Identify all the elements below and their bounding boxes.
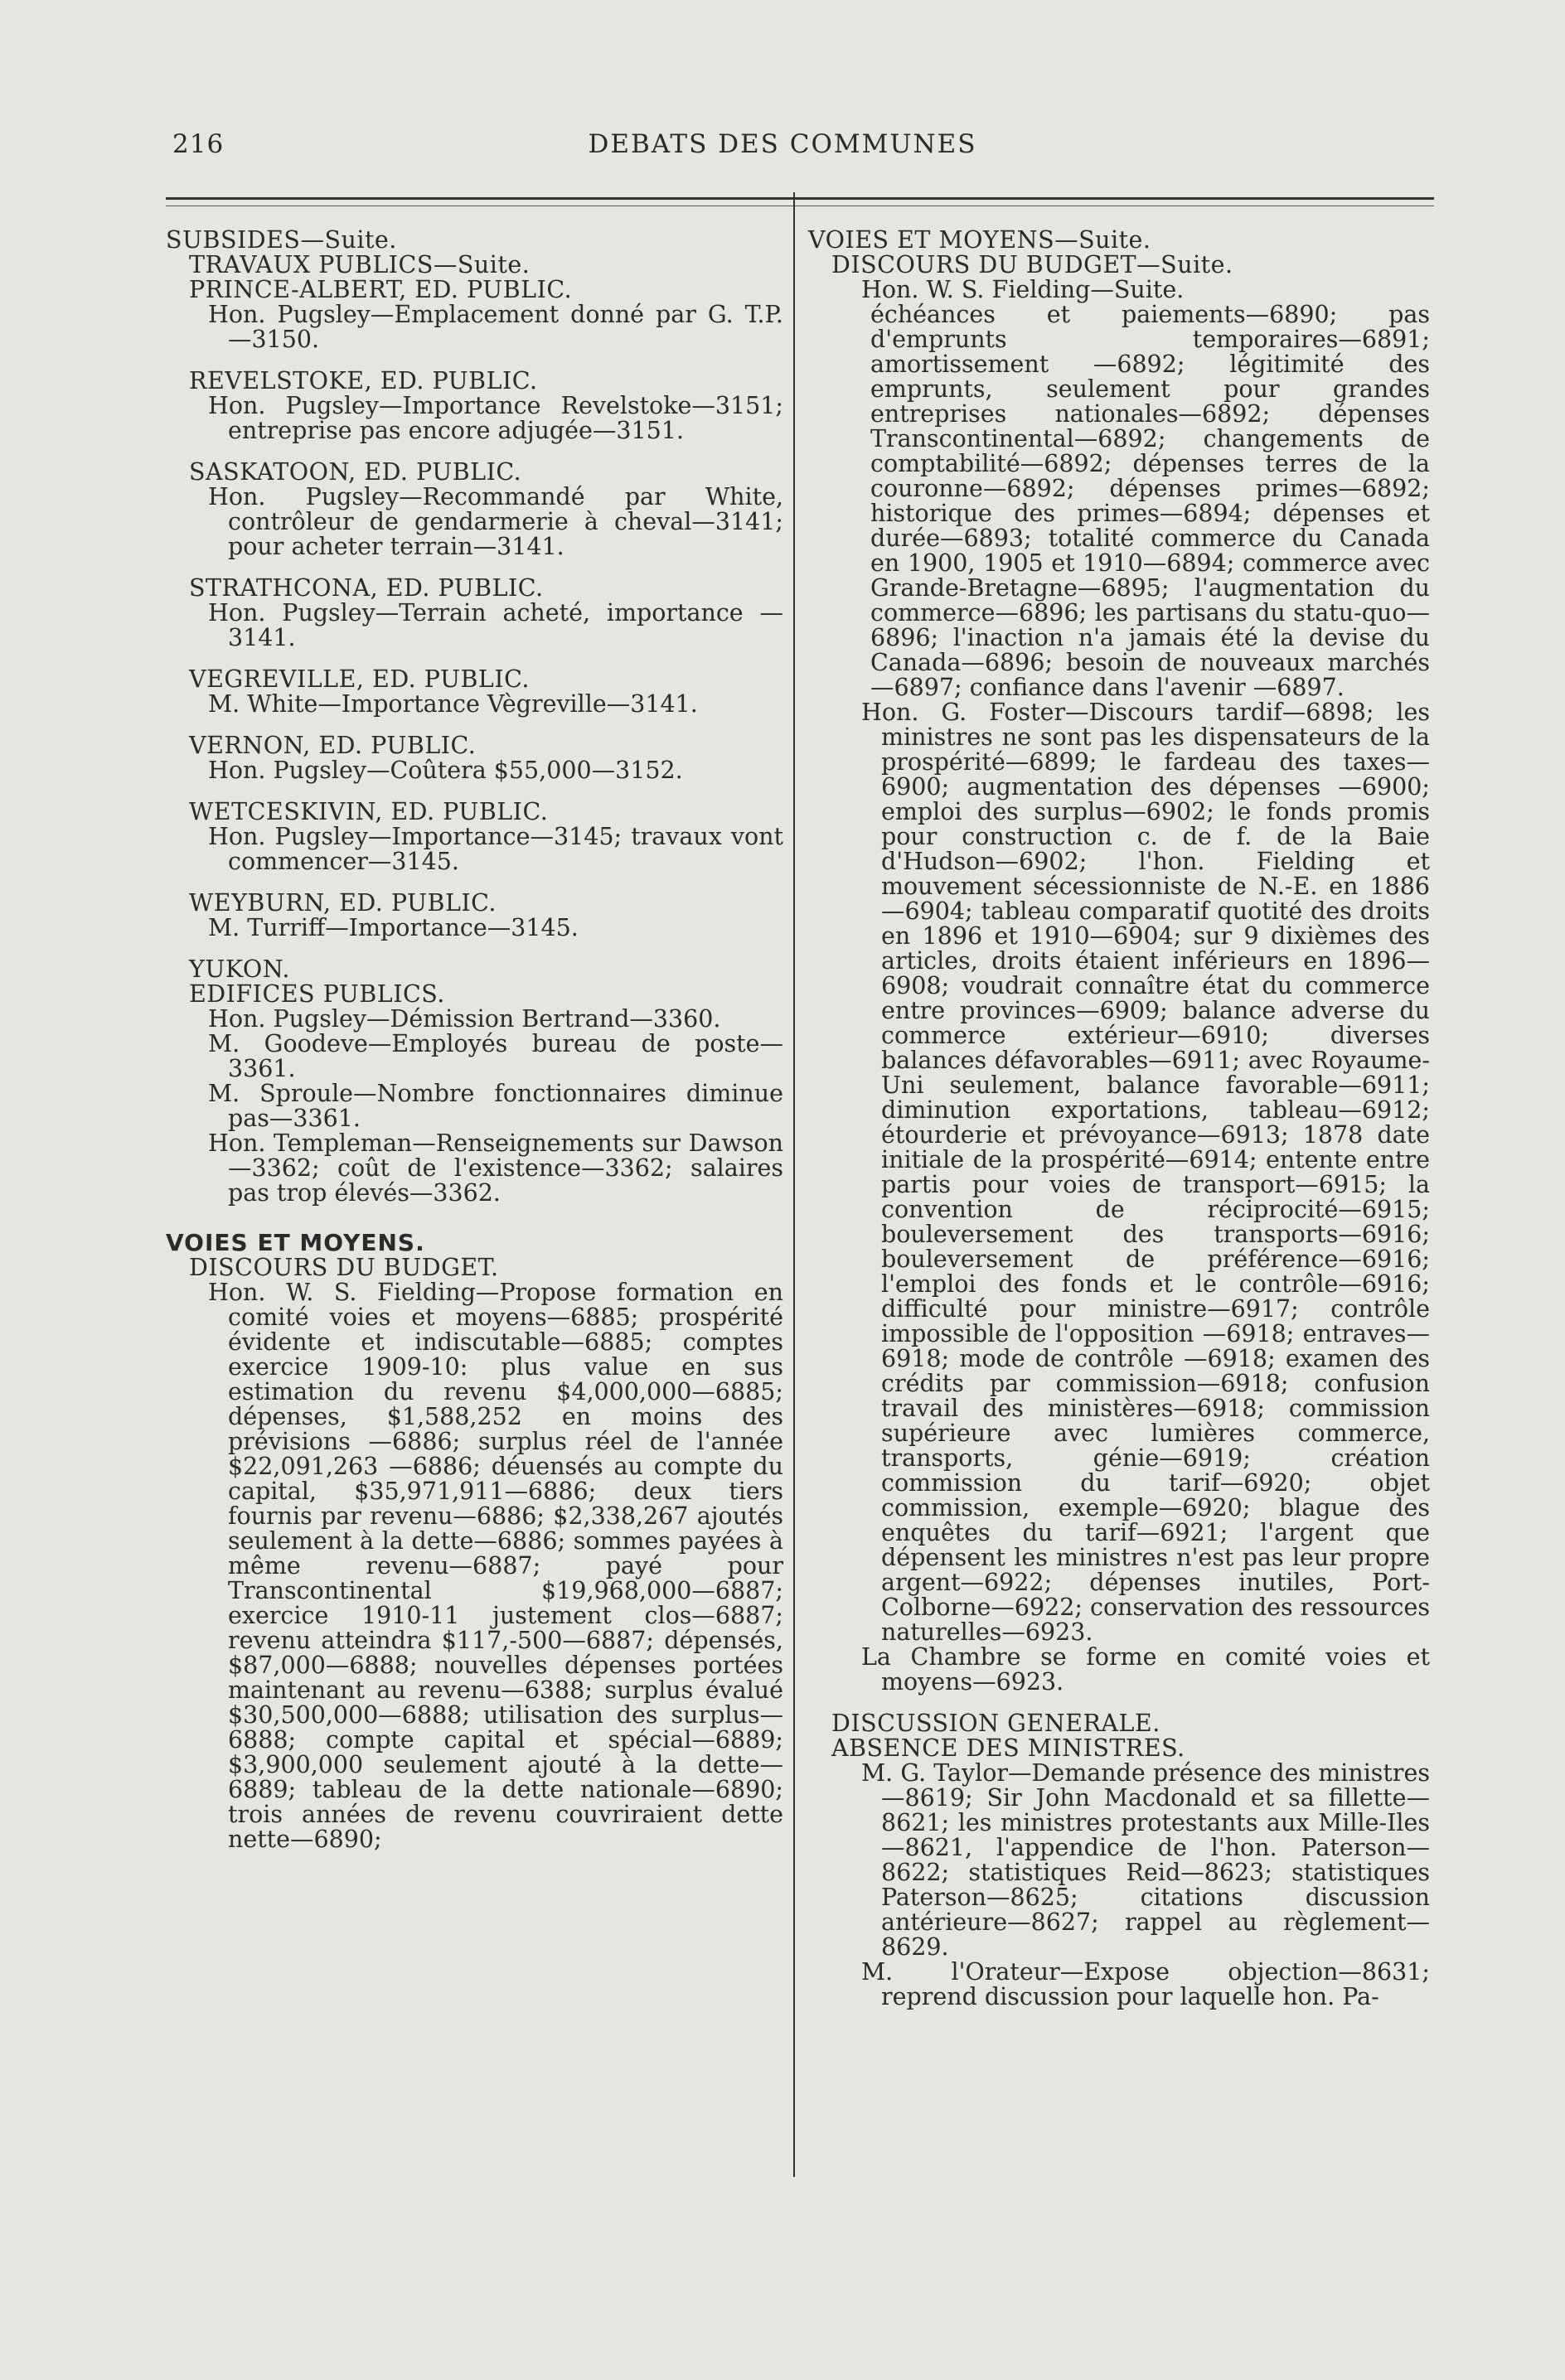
section-heading: TRAVAUX PUBLICS—Suite. (189, 251, 531, 278)
section-heading: YUKON. (189, 955, 290, 983)
index-entry: Hon. Pugsley—Importance Revelstoke—3151; entreprise pas encore adjugée—3151. (208, 392, 783, 444)
section-heading: SUBSIDES—Suite. (166, 226, 397, 254)
index-entry: Hon. W. S. Fielding—Propose formation en comité voies et moyens—6885; prospérité évidente et indiscutable—6885; comptes exercice 1909-10: plus value en sus estimation du revenu $4,000,000—6885; dépenses, $1,588,252 en moins des prévisions —6886; surplus réel de l'année $22,091,263 —6886; déuensés au compte du capital, $35,971,911—6886; deux tiers fournis par revenu—6886; $2,338,267 ajoutés seulement à la dette—6886; sommes payées à même revenu—6887; payé pour Transcontinental $19,968,000—6887; exercice 1910-11 justement clos—6887; revenu atteindra $117,-500—6887; dépensés, $87,000—6888; nouvelles dépenses portées maintenant au revenu—6388; surplus évalué $30,500,000—6888; utilisation des surplus—6888; compte capital et spécial—6889; $3,900,000 seulement ajouté à la dette—6889; tableau de la dette nationale—6890; trois années de revenu couvriraient dette nette—6890; (208, 1279, 783, 1853)
page-title: DEBATS DES COMMUNES (588, 129, 977, 159)
section-heading: STRATHCONA, ED. PUBLIC. (189, 574, 544, 602)
header-rule (166, 197, 1434, 200)
index-entry: Hon. Pugsley—Démission Bertrand—3360. (208, 1005, 721, 1033)
page-number: 216 (172, 129, 225, 159)
index-entry: M. White—Importance Vègreville—3141. (208, 690, 698, 718)
section-heading: VERNON, ED. PUBLIC. (189, 732, 477, 759)
index-entry: Hon. Pugsley—Coûtera $55,000—3152. (208, 757, 683, 784)
index-entry: Hon. W. S. Fielding—Suite. (861, 276, 1185, 303)
index-entry: M. Turriff—Importance—3145. (208, 914, 579, 941)
section-heading: REVELSTOKE, ED. PUBLIC. (189, 367, 538, 394)
index-entry: M. l'Orateur—Expose objection—8631; reprend discussion pour laquelle hon. Pa- (861, 1958, 1430, 2010)
section-heading: DISCOURS DU BUDGET—Suite. (831, 251, 1233, 278)
column-divider (793, 192, 795, 2177)
index-entry: M. Goodeve—Employés bureau de poste—3361. (208, 1030, 783, 1082)
section-heading: EDIFICES PUBLICS. (189, 980, 445, 1008)
index-entry: La Chambre se forme en comité voies et moyens—6923. (861, 1643, 1430, 1696)
section-heading: WEYBURN, ED. PUBLIC. (189, 889, 497, 917)
section-heading: DISCOURS DU BUDGET. (189, 1254, 499, 1281)
section-heading: PRINCE-ALBERT, ED. PUBLIC. (189, 276, 573, 303)
section-heading: VOIES ET MOYENS. (166, 1229, 425, 1256)
index-entry: Hon. Pugsley—Importance—3145; travaux vont commencer—3145. (208, 823, 783, 875)
section-heading: DISCUSSION GENERALE. (831, 1710, 1160, 1737)
index-entry: Hon. Pugsley—Emplacement donné par G. T.P.—3150. (208, 301, 783, 353)
index-entry: échéances et paiements—6890; pas d'emprunts temporaires—6891; amortissement —6892; légitimité des emprunts, seulement pour grandes entreprises nationales—6892; dépenses Transcontinental—6892; changements de comptabilité—6892; dépenses terres de la couronne—6892; dépenses primes—6892; historique des primes—6894; dépenses et durée—6893; totalité commerce du Canada en 1900, 1905 et 1910—6894; commerce avec Grande-Bretagne—6895; l'augmentation du commerce—6896; les partisans du statu-quo—6896; l'inaction n'a jamais été la devise du Canada—6896; besoin de nouveaux marchés—6897; confiance dans l'avenir —6897. (870, 301, 1430, 701)
section-heading: ABSENCE DES MINISTRES. (831, 1734, 1185, 1762)
index-entry: Hon. Pugsley—Recommandé par White, contrôleur de gendarmerie à cheval—3141; pour acheter terrain—3141. (208, 483, 783, 560)
right-column (808, 228, 1430, 2010)
index-entry: Hon. G. Foster—Discours tardif—6898; les ministres ne sont pas les dispensateurs de la prospérité—6899; le fardeau des taxes—6900; augmentation des dépenses —6900; emploi des surplus—6902; le fonds promis pour construction c. de f. de la Baie d'Hudson—6902; l'hon. Fielding et mouvement sécessionniste de N.-E. en 1886—6904; tableau comparatif quotité des droits en 1896 et 1910—6904; sur 9 dixièmes des articles, droits étaient inférieurs en 1896—6908; voudrait connaître état du commerce entre provinces—6909; balance adverse du commerce extérieur—6910; diverses balances défavorables—6911; avec Royaume-Uni seulement, balance favorable—6911; diminution exportations, tableau—6912; étourderie et prévoyance—6913; 1878 date initiale de la prospérité—6914; entente entre partis pour voies de transport—6915; la convention de réciprocité—6915; bouleversement des transports—6916; bouleversement de préférence—6916; l'emploi des fonds et le contrôle—6916; difficulté pour ministre—6917; contrôle impossible de l'opposition —6918; entraves—6918; mode de contrôle —6918; examen des crédits par commission—6918; confusion travail des ministères—6918; commission supérieure avec lumières commerce, transports, génie—6919; création commission du tarif—6920; objet commission, exemple—6920; blague des enquêtes du tarif—6921; l'argent que dépensent les ministres n'est pas leur propre argent—6922; dépenses inutiles, Port-Colborne—6922; conservation des ressources naturelles—6923. (861, 699, 1430, 1646)
section-heading: SASKATOON, ED. PUBLIC. (189, 458, 522, 486)
index-entry: Hon. Templeman—Renseignements sur Dawson—3362; coût de l'existence—3362; salaires pas trop élevés—3362. (208, 1130, 783, 1207)
index-entry: Hon. Pugsley—Terrain acheté, importance —3141. (208, 599, 783, 651)
index-entry: M. Sproule—Nombre fonctionnaires diminue pas—3361. (208, 1080, 783, 1132)
index-entry: M. G. Taylor—Demande présence des ministres—8619; Sir John Macdonald et sa fillette—8621; les ministres protestants aux Mille-Iles—8621, l'appendice de l'hon. Paterson—8622; statistiques Reid—8623; statistiques Paterson—8625; citations discussion antérieure—8627; rappel au règlement—8629. (861, 1759, 1430, 1961)
section-heading: VEGREVILLE, ED. PUBLIC. (189, 665, 530, 693)
section-heading: WETCESKIVIN, ED. PUBLIC. (189, 798, 549, 825)
left-column (166, 228, 783, 1852)
section-heading: VOIES ET MOYENS—Suite. (808, 226, 1151, 254)
